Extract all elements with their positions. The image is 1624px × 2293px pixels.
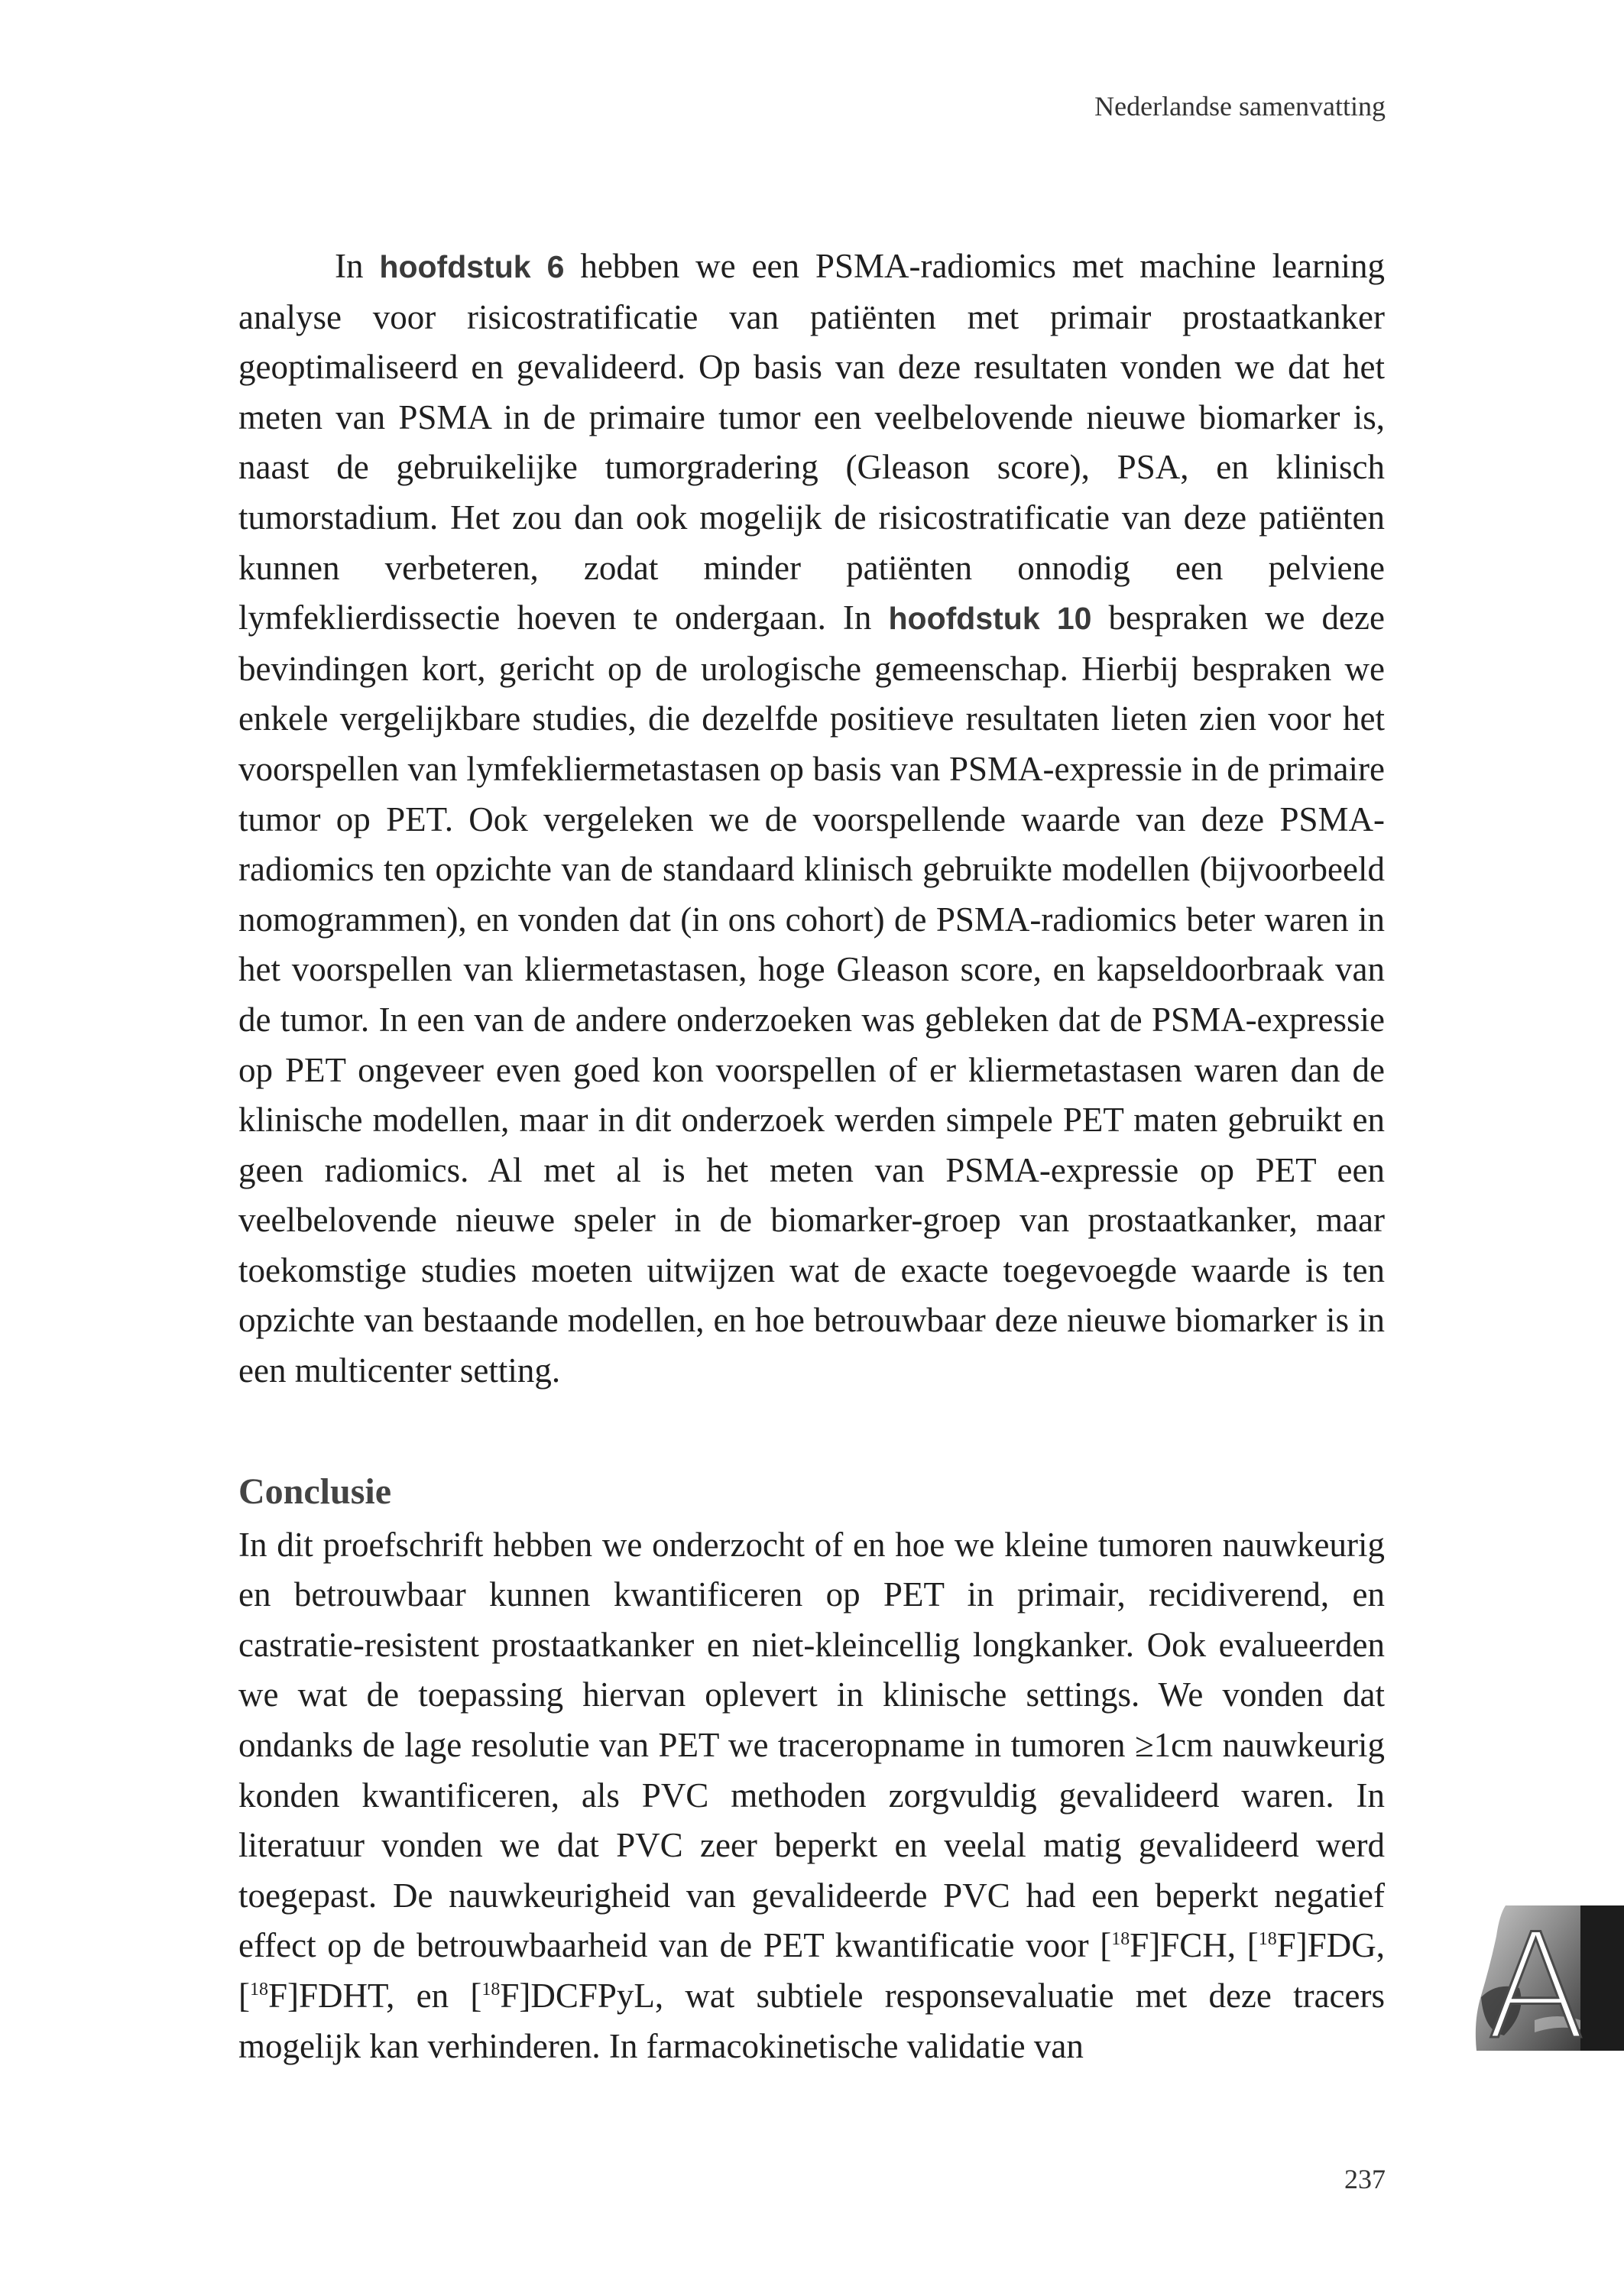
isotope-superscript: 18 [250,1980,268,1999]
paragraph-text: F]FCH, [ [1130,1926,1259,1965]
paragraph-text: F]FDG, [ [238,1926,1385,2015]
page-number: 237 [1344,2164,1386,2194]
paragraph-text: hebben we een PSMA-radiomics met machine learning analyse voor risicostratificatie van patiënten met primair prostaatkanker geoptimaliseerd en gevalideerd. Op basis van deze resultaten vonden we dat het meten van PSMA in de primaire tumor een veelbelovende nieuwe biomarker is, naast de gebruikelijke tumorgradering (Gleason score), PSA, en klinisch tumorstadium. Het zou dan ook mogelijk de risicostratificatie van deze patiënten kunnen verbeteren, zodat minder patiënten onnodig een pelviene lymfeklierdissectie hoeven te ondergaan. In [238,247,1386,637]
paragraph-text: F]DCFPyL, wat subtiele responsevaluatie met deze tracers mogelijk kan verhinderen. In farmacokinetische validatie van [238,1977,1385,2065]
paragraph-text: In [335,247,380,285]
paragraph-text: F]FDHT, en [ [268,1977,482,2015]
paragraph-text: bespraken we deze bevindingen kort, gericht op de urologische gemeenschap. Hierbij bespraken we enkele vergelijkbare studies, die dezelfde positieve resultaten lieten zien voor het voorspellen van lymfekliermetastasen op basis van PSMA-expressie in de primaire tumor op PET. Ook vergeleken we de voorspellende waarde van deze PSMA-radiomics ten opzichte van de standaard klinisch gebruikte modellen (bijvoorbeeld nomogrammen), en vonden dat (in ons cohort) de PSMA-radiomics beter waren in het voorspellen van kliermetastasen, hoge Gleason score, en kapseldoorbraak van de tumor. In een van de andere onderzoeken was gebleken dat de PSMA-expressie op PET ongeveer even goed kon voorspellen of er kliermetastasen waren dan de klinische modellen, maar in dit onderzoek werden simpele PET maten gebruikt en geen radiomics. Al met al is het meten van PSMA-expressie op PET een veelbelovende nieuwe speler in de biomarker-groep van prostaatkanker, maar toekomstige studies moeten uitwijzen wat de exacte toegevoegde waarde is ten opzichte van bestaande modellen, en hoe betrouwbaar deze nieuwe biomarker is in een multicenter setting. [238,598,1385,1390]
isotope-superscript: 18 [1111,1929,1130,1950]
thumb-tab-appendix [1473,1905,1624,2051]
paragraph-radiomics [238,242,1385,1396]
page-body [238,242,1385,2071]
chapter-reference: hoofdstuk 6 [379,249,565,284]
running-header: Nederlandse samenvatting [1094,91,1386,122]
chapter-reference: hoofdstuk 10 [888,601,1092,637]
section-heading-conclusie: Conclusie [238,1471,392,1512]
thumb-tab-dark-edge [1580,1905,1624,2051]
paragraph-text: In dit proefschrift hebben we onderzocht of en hoe we kleine tumoren nauwkeurig en betrouwbaar kunnen kwantificeren op PET in primair, recidiverend, en castratie-resistent prostaatkanker en niet-kleincellig longkanker. Ook evalueerden we wat de toepassing hiervan oplevert in klinische settings. We vonden dat ondanks de lage resolutie van PET we traceropname in tumoren ≥1cm nauwkeurig konden kwantificeren, als PVC methoden zorgvuldig gevalideerd waren. In literatuur vonden we dat PVC zeer beperkt en veelal matig gevalideerd werd toegepast. De nauwkeurigheid van gevalideerde PVC had een beperkt negatief effect op de betrouwbaarheid van de PET kwantificatie voor [ [238,1525,1385,1965]
thumb-tab-letter: A [1486,1905,1586,2051]
isotope-superscript: 18 [481,1980,501,1999]
isotope-superscript: 18 [1258,1929,1277,1950]
paragraph-conclusion [238,1520,1385,2072]
